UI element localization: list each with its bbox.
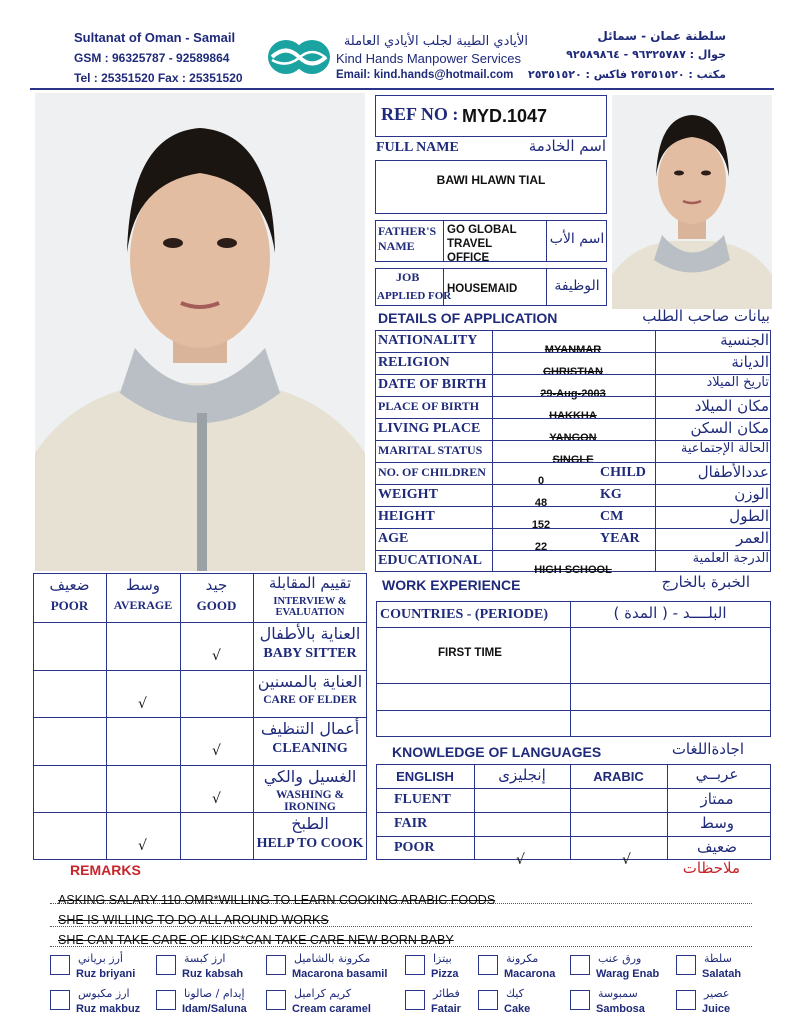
lang-english-ar: إنجليزى xyxy=(498,766,546,784)
details-row-label: LIVING PLACE xyxy=(378,421,481,436)
details-row-label: RELIGION xyxy=(378,355,450,370)
food-label: Ruz briyani xyxy=(76,968,136,980)
father-divider-2 xyxy=(546,220,547,262)
food-label-ar: عصير xyxy=(704,987,730,1000)
eval-row-label: BABY SITTER xyxy=(263,646,357,661)
food-label-ar: مكرونة بالشاميل xyxy=(294,952,371,965)
food-label: Fatair xyxy=(431,1003,461,1015)
job-value: HOUSEMAID xyxy=(447,283,518,295)
remark-line-3: SHE CAN TAKE CARE OF KIDS*CAN TAKE CARE NEW BORN BABY xyxy=(58,933,454,947)
details-row-label-ar: الدرجة العلمية xyxy=(692,551,769,566)
eval-col-poor-en: POOR xyxy=(50,598,89,613)
eval-check-mark: √ xyxy=(138,695,147,712)
food-label: Sambosa xyxy=(596,1003,645,1015)
father-label-2: NAME xyxy=(378,239,415,253)
job-label-2: APPLIED FOR xyxy=(377,290,452,302)
eval-col-title-en: INTERVIEW & EVALUATION xyxy=(273,596,347,618)
company-en: Kind Hands Manpower Services xyxy=(336,51,521,66)
lang-english: ENGLISH xyxy=(396,769,454,784)
lang-row-1 xyxy=(376,788,771,789)
details-row-label-ar: الحالة الإجتماعية xyxy=(680,441,769,456)
food-checkbox[interactable] xyxy=(676,955,696,975)
details-row-value: 48 xyxy=(534,497,548,509)
father-value-1: GO GLOBAL xyxy=(447,224,517,236)
food-label-ar: أرز برياني xyxy=(78,952,123,965)
food-option[interactable] xyxy=(156,987,266,1020)
eval-col-good-en: GOOD xyxy=(196,598,237,613)
father-label-ar: اسم الأب xyxy=(549,231,605,247)
food-label: Cake xyxy=(504,1003,531,1015)
details-row-label-ar: العمر xyxy=(736,529,769,547)
food-option[interactable] xyxy=(676,952,786,985)
food-label-ar: مكرونة xyxy=(506,952,539,965)
eval-check-mark: √ xyxy=(138,838,147,855)
work-experience-label: WORK EXPERIENCE xyxy=(382,577,521,593)
org-en-line3: Tel : 25351520 Fax : 25351520 xyxy=(74,71,243,85)
details-row-unit: KG xyxy=(600,487,622,502)
father-value-2: TRAVEL xyxy=(447,238,493,250)
food-option[interactable] xyxy=(156,952,266,985)
details-col-1 xyxy=(492,330,493,572)
org-ar-line2: جوال : ٩٦٣٢٥٧٨٧ - ٩٢٥٨٩٨٦٤ xyxy=(566,48,726,61)
food-option[interactable] xyxy=(266,987,376,1020)
food-option[interactable] xyxy=(50,952,160,985)
details-row-label-ar: مكان السكن xyxy=(690,419,769,437)
details-row-value: SINGLE xyxy=(552,454,594,466)
job-label-1: JOB xyxy=(396,270,420,284)
food-label-ar: ورق عنب xyxy=(598,952,642,965)
email: Email: kind.hands@hotmail.com xyxy=(336,69,514,81)
eval-check-mark: √ xyxy=(212,743,221,760)
eval-col-avg-ar: وسط xyxy=(125,576,161,594)
eval-row-label: WASHING & IRONING xyxy=(275,788,345,813)
food-label: Juice xyxy=(702,1003,731,1015)
lang-row-label-ar: وسط xyxy=(699,814,735,832)
eval-row-label-ar: العناية بالأطفال xyxy=(259,624,361,643)
food-label-ar: ارز مكبوس xyxy=(78,987,130,1000)
food-label-ar: بيتزا xyxy=(433,952,452,965)
lang-check-arabic: √ xyxy=(622,852,631,868)
details-row-label: NATIONALITY xyxy=(378,333,478,348)
full-name-label-ar: اسم الخادمة xyxy=(528,137,606,155)
food-label: Macarona xyxy=(504,968,556,980)
food-checkbox[interactable] xyxy=(266,955,286,975)
work-col xyxy=(570,601,571,737)
remarks-label-ar: ملاحظات xyxy=(682,859,740,877)
lang-arabic-ar: عربــي xyxy=(695,765,739,783)
details-row-unit: YEAR xyxy=(600,531,640,546)
work-row-1 xyxy=(376,627,771,628)
food-checkbox[interactable] xyxy=(570,990,590,1010)
eval-row-label-ar: الغسيل والكي xyxy=(263,766,357,786)
details-row-unit: CHILD xyxy=(600,465,646,480)
food-label-ar: فطائر xyxy=(433,987,460,1000)
org-en-line2: GSM : 96325787 - 92589864 xyxy=(74,51,230,65)
company-ar: الأيادي الطيبة لجلب الأيادي العاملة xyxy=(343,34,528,49)
eval-row-label-ar: الطبخ xyxy=(291,814,329,834)
eval-row-label-ar: أعمال التنظيف xyxy=(260,719,360,739)
lang-row-3 xyxy=(376,836,771,837)
food-checkbox[interactable] xyxy=(676,990,696,1010)
details-row-label-ar: عددالأطفال xyxy=(697,463,769,481)
org-ar-line3: مكتب : ٢٥٣٥١٥٢٠ فاكس : ٢٥٣٥١٥٢٠ xyxy=(527,68,726,81)
details-row-label: AGE xyxy=(378,531,409,546)
details-row-label-ar: مكان الميلاد xyxy=(694,397,769,415)
food-label-ar: كريم كراميل xyxy=(294,987,352,1000)
lang-row-label: FAIR xyxy=(394,816,428,831)
details-row-label-ar: الطول xyxy=(729,507,769,525)
org-ar-line1: سلطنة عمان - سمائل xyxy=(597,29,726,43)
remark-line-1: ASKING SALARY 110 OMR*WILLING TO LEARN COOKING ARABIC FOODS xyxy=(58,893,496,907)
eval-check-mark: √ xyxy=(212,648,221,664)
food-checkbox[interactable] xyxy=(478,990,498,1010)
languages-label: KNOWLEDGE OF LANGUAGES xyxy=(392,744,602,760)
food-label-ar: كيك xyxy=(506,987,524,1000)
food-label-ar: إيدام / صالونا xyxy=(184,987,245,1000)
details-row-label: WEIGHT xyxy=(378,487,438,502)
full-name-value: BAWI HLAWN TIAL xyxy=(436,173,546,187)
details-row-label: EDUCATIONAL xyxy=(378,553,482,568)
details-row-value: MYANMAR xyxy=(544,344,602,356)
eval-col-title-ar: تقييم المقابلة xyxy=(268,574,352,592)
eval-row-line xyxy=(33,812,367,813)
food-label: Ruz kabsah xyxy=(182,968,244,980)
ref-value: MYD.1047 xyxy=(462,106,548,126)
details-row-value: 0 xyxy=(537,475,545,487)
details-row-value: 29-Aug-2003 xyxy=(540,388,606,400)
details-label-ar: بيانات صاحب الطلب xyxy=(642,307,770,325)
lang-arabic: ARABIC xyxy=(593,769,644,784)
details-row-label-ar: تاريخ الميلاد xyxy=(706,375,769,390)
hands-logo-icon xyxy=(266,38,332,76)
food-checkbox[interactable] xyxy=(570,955,590,975)
details-row-label: PLACE OF BIRTH xyxy=(378,399,480,413)
father-label-1: FATHER'S xyxy=(378,224,437,238)
details-row-label: DATE OF BIRTH xyxy=(378,377,487,392)
details-label: DETAILS OF APPLICATION xyxy=(378,310,558,326)
food-option[interactable] xyxy=(266,952,388,985)
job-label-ar: الوظيفة xyxy=(554,278,600,294)
food-checkbox[interactable] xyxy=(266,990,286,1010)
eval-header-line xyxy=(33,622,367,623)
details-row-label: MARITAL STATUS xyxy=(378,443,483,457)
food-checkbox[interactable] xyxy=(478,955,498,975)
work-col-en: COUNTRIES - (PERIODE) xyxy=(380,607,549,622)
full-name-label: FULL NAME xyxy=(376,140,459,155)
food-option[interactable] xyxy=(570,952,680,985)
org-en-line1: Sultanat of Oman - Samail xyxy=(74,30,236,45)
details-row-label-ar: الديانة xyxy=(731,353,769,371)
eval-row-label: CLEANING xyxy=(272,741,348,757)
details-row-value: HAKKHA xyxy=(549,410,597,422)
remarks-label: REMARKS xyxy=(70,862,141,878)
eval-col-poor-ar: ضعيف xyxy=(49,576,90,594)
details-row-value: 152 xyxy=(531,519,551,531)
eval-check-mark: √ xyxy=(212,790,221,807)
eval-col-avg-en: AVERAGE xyxy=(113,598,173,612)
header-divider xyxy=(30,88,774,90)
food-label-ar: سلطة xyxy=(704,952,732,965)
applicant-photo-small xyxy=(612,95,772,309)
food-label: Idam/Saluna xyxy=(182,1003,247,1015)
food-label: Warag Enab xyxy=(596,968,660,980)
food-option[interactable] xyxy=(570,987,680,1020)
eval-row-label: HELP TO COOK xyxy=(256,836,364,852)
food-checkbox[interactable] xyxy=(405,955,425,975)
food-checkbox[interactable] xyxy=(405,990,425,1010)
food-label-ar: سمبوسة xyxy=(598,987,638,1000)
remark-line-2: SHE IS WILLING TO DO ALL AROUND WORKS xyxy=(58,913,329,927)
lang-row-label: FLUENT xyxy=(394,792,451,807)
food-checkbox[interactable] xyxy=(50,990,70,1010)
work-row-2 xyxy=(376,683,771,684)
food-label-ar: ارز كبسة xyxy=(184,952,226,965)
details-row-label: NO. OF CHILDREN xyxy=(378,465,486,479)
details-row-label-ar: الجنسية xyxy=(720,331,769,349)
details-row-label-ar: الوزن xyxy=(734,485,769,503)
lang-check-english: √ xyxy=(516,852,525,868)
father-value-3: OFFICE xyxy=(447,252,490,264)
applicant-photo-large xyxy=(35,93,365,571)
food-checkbox[interactable] xyxy=(156,990,176,1010)
details-row-unit: CM xyxy=(600,509,624,524)
job-divider-2 xyxy=(546,268,547,306)
eval-row-line xyxy=(33,765,367,766)
details-row-value: HIGH SCHOOL xyxy=(534,564,612,576)
details-row-label: HEIGHT xyxy=(378,509,435,524)
work-experience-label-ar: الخبرة بالخارج xyxy=(661,573,750,591)
food-checkbox[interactable] xyxy=(156,955,176,975)
full-name-box xyxy=(375,160,607,214)
food-label: Cream caramel xyxy=(292,1003,371,1015)
work-col-ar: البلــــد - ( المدة ) xyxy=(613,604,727,622)
eval-row-label-ar: العناية بالمسنين xyxy=(257,671,363,691)
languages-label-ar: اجادةاللغات xyxy=(671,740,744,758)
food-option[interactable] xyxy=(676,987,786,1020)
eval-col-good-ar: جيد xyxy=(205,576,228,594)
food-checkbox[interactable] xyxy=(50,955,70,975)
work-row-3 xyxy=(376,710,771,711)
lang-row-label-ar: ضعيف xyxy=(696,838,738,856)
food-option[interactable] xyxy=(50,987,160,1020)
eval-row-label: CARE OF ELDER xyxy=(263,693,357,706)
food-label: Salatah xyxy=(702,968,742,980)
ref-label: REF NO : xyxy=(381,104,459,124)
details-row-value: CHRISTIAN xyxy=(543,366,603,378)
food-label: Ruz makbuz xyxy=(76,1003,141,1015)
food-label: Macarona basamil xyxy=(292,968,388,980)
father-divider-1 xyxy=(443,220,444,262)
food-label: Pizza xyxy=(431,968,459,980)
details-row-value: 22 xyxy=(534,541,548,553)
eval-row-line xyxy=(33,670,367,671)
details-col-2 xyxy=(655,330,656,572)
lang-row-label: POOR xyxy=(394,840,435,855)
work-row-value-1: FIRST TIME xyxy=(438,647,502,659)
details-row-value: YANGON xyxy=(549,432,597,444)
lang-row-label-ar: ممتاز xyxy=(700,790,734,808)
lang-row-2 xyxy=(376,812,771,813)
